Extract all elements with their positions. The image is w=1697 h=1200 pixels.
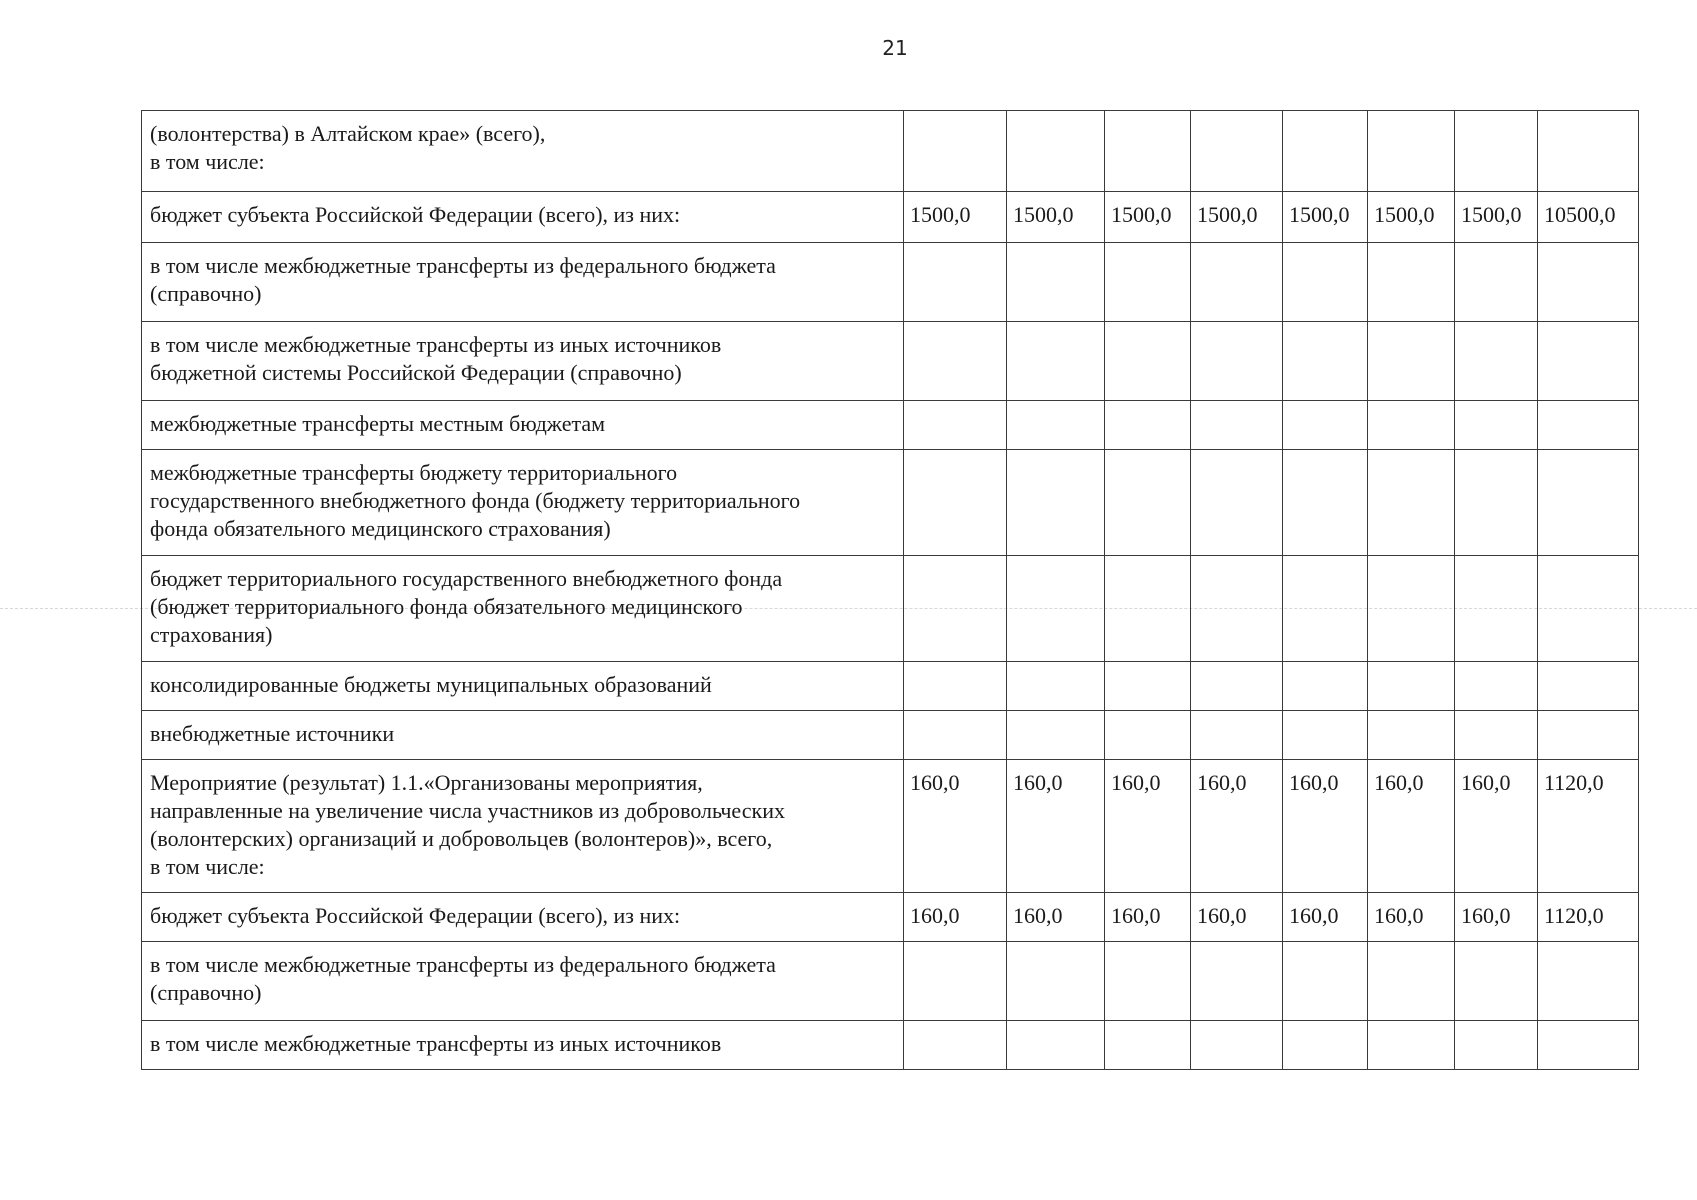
value-cell [1105, 556, 1191, 662]
value-cell [904, 111, 1007, 192]
row-label: в том числе межбюджетные трансферты из федерального бюджета (справочно) [142, 243, 904, 322]
value-cell [904, 322, 1007, 401]
value-cell [1283, 942, 1368, 1021]
value-cell [904, 1021, 1007, 1070]
value-cell [1368, 556, 1455, 662]
value-cell [904, 711, 1007, 760]
value-cell [1538, 322, 1639, 401]
table-row [142, 942, 1639, 1021]
value-cell: 160,0 [1368, 893, 1455, 942]
value-cell [1538, 556, 1639, 662]
value-cell [1105, 942, 1191, 1021]
row-label: бюджет территориального государственного внебюджетного фонда (бюджет территориального фонда обязательного медицинского страхования) [142, 556, 904, 662]
value-cell [1007, 322, 1105, 401]
value-cell: 160,0 [1368, 760, 1455, 893]
value-cell [1368, 401, 1455, 450]
table-row [142, 711, 1639, 760]
value-cell [1007, 111, 1105, 192]
value-cell [1455, 401, 1538, 450]
table-row [142, 243, 1639, 322]
value-cell [1283, 1021, 1368, 1070]
value-cell [1283, 243, 1368, 322]
value-cell [1007, 711, 1105, 760]
row-label: Мероприятие (результат) 1.1.«Организованы мероприятия, направленные на увеличение числа участников из добровольческих (волонтерских) организаций и добровольцев (волонтеров)», всего, в том числе: [142, 760, 904, 893]
value-cell [904, 243, 1007, 322]
value-cell [1538, 662, 1639, 711]
value-cell: 160,0 [1191, 893, 1283, 942]
value-cell [1007, 450, 1105, 556]
table-body [142, 111, 1639, 1070]
value-cell [1455, 942, 1538, 1021]
value-cell [1283, 322, 1368, 401]
value-cell [1283, 401, 1368, 450]
value-cell [1538, 111, 1639, 192]
value-cell [1368, 662, 1455, 711]
value-cell [1368, 450, 1455, 556]
value-cell: 160,0 [1007, 760, 1105, 893]
value-cell [1105, 322, 1191, 401]
value-cell [1368, 322, 1455, 401]
row-label: в том числе межбюджетные трансферты из иных источников [142, 1021, 904, 1070]
value-cell [1368, 243, 1455, 322]
value-cell [1283, 450, 1368, 556]
value-cell [1191, 662, 1283, 711]
value-cell [1105, 711, 1191, 760]
value-cell [1105, 243, 1191, 322]
value-cell [904, 556, 1007, 662]
value-cell [1007, 942, 1105, 1021]
row-label: в том числе межбюджетные трансферты из федерального бюджета (справочно) [142, 942, 904, 1021]
value-cell [1455, 322, 1538, 401]
value-cell [1191, 450, 1283, 556]
value-cell [1368, 711, 1455, 760]
value-cell [1455, 711, 1538, 760]
value-cell [1191, 556, 1283, 662]
value-cell: 1500,0 [904, 192, 1007, 243]
page-number: 21 [882, 36, 908, 60]
value-cell [1455, 662, 1538, 711]
row-label: (волонтерства) в Алтайском крае» (всего), в том числе: [142, 111, 904, 192]
value-cell [904, 662, 1007, 711]
value-cell [1191, 711, 1283, 760]
value-cell [1455, 243, 1538, 322]
value-cell [1538, 1021, 1639, 1070]
value-cell [904, 942, 1007, 1021]
row-label: внебюджетные источники [142, 711, 904, 760]
value-cell [1105, 401, 1191, 450]
value-cell [904, 450, 1007, 556]
row-label: межбюджетные трансферты бюджету территориального государственного внебюджетного фонда (бюджету территориального фонда обязательного медицинского страхования) [142, 450, 904, 556]
value-cell: 160,0 [1455, 760, 1538, 893]
value-cell [1455, 556, 1538, 662]
value-cell: 160,0 [1283, 893, 1368, 942]
value-cell [1191, 111, 1283, 192]
value-cell [1191, 322, 1283, 401]
value-cell [1105, 450, 1191, 556]
value-cell: 1500,0 [1105, 192, 1191, 243]
value-cell [1007, 1021, 1105, 1070]
value-cell [1191, 243, 1283, 322]
value-cell: 160,0 [1191, 760, 1283, 893]
value-cell: 1120,0 [1538, 893, 1639, 942]
value-cell [1105, 662, 1191, 711]
value-cell [1283, 111, 1368, 192]
value-cell: 1500,0 [1368, 192, 1455, 243]
value-cell: 160,0 [1007, 893, 1105, 942]
value-cell [1283, 662, 1368, 711]
value-cell [1538, 401, 1639, 450]
value-cell [1538, 450, 1639, 556]
value-cell: 160,0 [1105, 760, 1191, 893]
value-cell [1368, 111, 1455, 192]
table-row [142, 662, 1639, 711]
value-cell [1368, 942, 1455, 1021]
value-cell: 1500,0 [1191, 192, 1283, 243]
budget-table [141, 110, 1639, 1070]
value-cell: 1500,0 [1455, 192, 1538, 243]
table-row [142, 760, 1639, 893]
value-cell: 160,0 [904, 760, 1007, 893]
value-cell [1538, 711, 1639, 760]
table-row [142, 450, 1639, 556]
row-label: бюджет субъекта Российской Федерации (всего), из них: [142, 192, 904, 243]
value-cell: 10500,0 [1538, 192, 1639, 243]
table-row [142, 322, 1639, 401]
table-row [142, 893, 1639, 942]
value-cell [904, 401, 1007, 450]
row-label: бюджет субъекта Российской Федерации (всего), из них: [142, 893, 904, 942]
value-cell: 1500,0 [1283, 192, 1368, 243]
value-cell: 1500,0 [1007, 192, 1105, 243]
value-cell [1191, 1021, 1283, 1070]
table-row [142, 401, 1639, 450]
value-cell [1538, 243, 1639, 322]
table-row [142, 556, 1639, 662]
value-cell [1007, 662, 1105, 711]
value-cell [1105, 111, 1191, 192]
row-label: консолидированные бюджеты муниципальных образований [142, 662, 904, 711]
row-label: межбюджетные трансферты местным бюджетам [142, 401, 904, 450]
value-cell [1538, 942, 1639, 1021]
value-cell [1368, 1021, 1455, 1070]
value-cell [1283, 711, 1368, 760]
value-cell [1007, 401, 1105, 450]
value-cell [1191, 401, 1283, 450]
value-cell: 160,0 [1283, 760, 1368, 893]
row-label: в том числе межбюджетные трансферты из иных источников бюджетной системы Российской Федерации (справочно) [142, 322, 904, 401]
value-cell: 160,0 [904, 893, 1007, 942]
value-cell: 1120,0 [1538, 760, 1639, 893]
value-cell [1105, 1021, 1191, 1070]
value-cell [1455, 111, 1538, 192]
value-cell: 160,0 [1105, 893, 1191, 942]
value-cell [1455, 450, 1538, 556]
value-cell: 160,0 [1455, 893, 1538, 942]
value-cell [1007, 556, 1105, 662]
value-cell [1283, 556, 1368, 662]
value-cell [1191, 942, 1283, 1021]
table-row [142, 192, 1639, 243]
table-row [142, 1021, 1639, 1070]
table-row [142, 111, 1639, 192]
value-cell [1007, 243, 1105, 322]
value-cell [1455, 1021, 1538, 1070]
